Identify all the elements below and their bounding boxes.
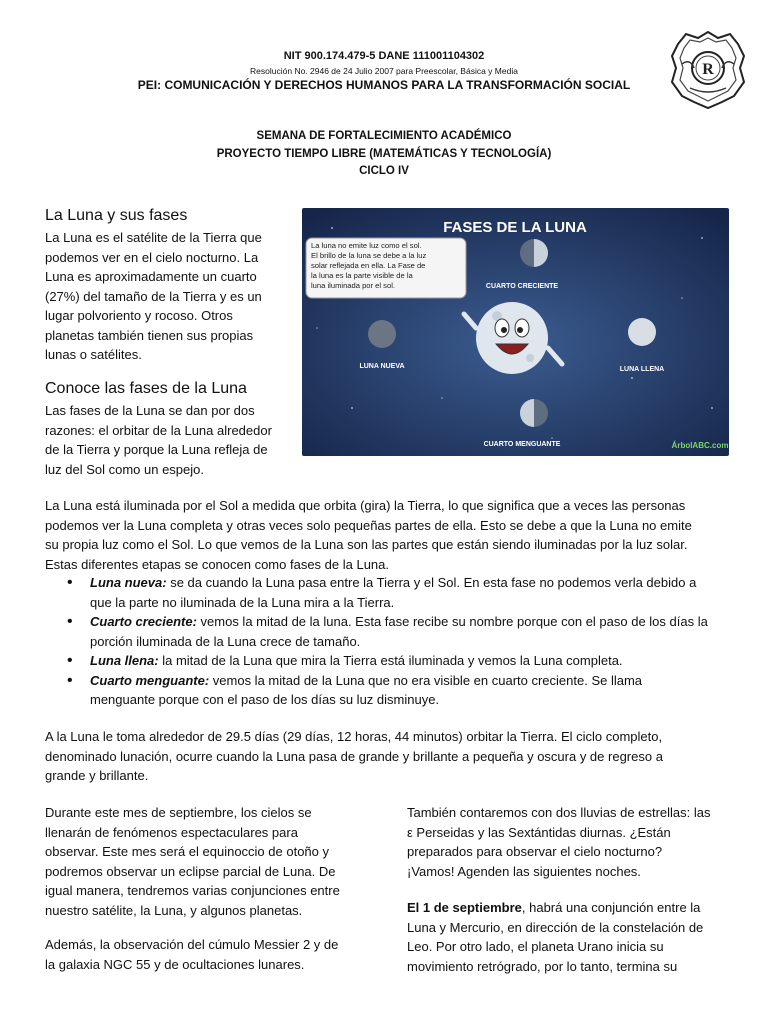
section2-text: Las fases de la Luna se dan por dos razones: el orbitar de la Luna alrededor de la Tierra y porque la Luna refleja de luz del Sol como un espejo. (45, 403, 272, 477)
project-title: PROYECTO TIEMPO LIBRE (MATEMÁTICAS Y TECNOLOGÍA) (216, 148, 552, 160)
pei-line: PEI: COMUNICACIÓN Y DERECHOS HUMANOS PARA LA TRANSFORMACIÓN SOCIAL (137, 78, 631, 92)
section2-title: Conoce las fases de la Luna (45, 380, 247, 397)
week-title: SEMANA DE FORTALECIMIENTO ACADÉMICO (256, 130, 512, 142)
image-title: FASES DE LA LUNA (443, 219, 587, 236)
svg-text:R: R (702, 61, 714, 78)
body-paragraph-2: A la Luna le toma alrededor de 29.5 días (29 días, 12 horas, 44 minutos) orbitar la Tierra. El ciclo completo, denominado lunación, ocurre cuando la Luna pasa de grande y brillante a pequeña y oscura y de regreso a grande y brillante. (45, 729, 663, 783)
section1-text: La Luna es el satélite de la Tierra que podemos ver en el cielo nocturno. La Luna es aproximadamente un cuarto (27%) del tamaño de la Tierra y es un lugar polvoriento y rocoso. Otros planetas también tienen sus propias lunas o satélites. (45, 230, 262, 362)
svg-text:El brillo de la luna se debe a: El brillo de la luna se debe a la luz (311, 251, 427, 260)
luna-nueva-moon-icon (368, 320, 396, 348)
cycle-title: CICLO IV (359, 165, 409, 177)
moon-phases-illustration (302, 208, 729, 456)
cuarto-menguante-moon-icon (520, 399, 548, 427)
resolution-line: Resolución No. 2946 de 24 Julio 2007 para Preescolar, Básica y Media (250, 66, 518, 76)
svg-text:CUARTO CRECIENTE: CUARTO CRECIENTE (485, 283, 559, 290)
svg-text:luna iluminada por el sol.: luna iluminada por el sol. (311, 281, 396, 290)
right-column-paragraph-2: El 1 de septiembre, habrá una conjunción entre la Luna y Mercurio, en dirección de la constelación de Leo. Por otro lado, el planeta Urano inicia su movimiento retrógrado, por lo tanto, termina su (407, 900, 704, 974)
left-column-paragraph-1: Durante este mes de septiembre, los cielos se llenarán de fenómenos espectaculares para observar. Este mes será el equinoccio de otoño y podremos observar un eclipse parcial de Luna. De igual manera, tendremos varias conjunciones entre nuestro satélite, la Luna, y algunos planetas. (45, 805, 340, 918)
svg-text:solar reflejada en ella. La Fa: solar reflejada en ella. La Fase de (311, 261, 426, 270)
school-crest-logo (668, 28, 748, 112)
list-item: • Cuarto creciente: vemos la mitad de la luna. Esta fase recibe su nombre porque con el paso de los días la porción iluminada de la Luna crece de tamaño. (45, 612, 735, 651)
svg-text:La luna no emite luz como el s: La luna no emite luz como el sol. (311, 241, 422, 250)
svg-text:LUNA LLENA: LUNA LLENA (619, 366, 665, 373)
nit-line: NIT 900.174.479-5 DANE 111001104302 (283, 50, 485, 62)
svg-text:CUARTO MENGUANTE: CUARTO MENGUANTE (483, 441, 561, 448)
list-item: • Luna llena: la mitad de la Luna que mira la Tierra está iluminada y vemos la Luna completa. (45, 651, 735, 671)
right-column-paragraph-1: También contaremos con dos lluvias de estrellas: las ε Perseidas y las Sextántidas diurnas. ¿Están preparados para observar el cielo nocturno? ¡Vamos! Agenden las siguientes noches. (407, 805, 711, 879)
cuarto-creciente-moon-icon (520, 239, 548, 267)
list-item: • Luna nueva: se da cuando la Luna pasa entre la Tierra y el Sol. En esta fase no podemos verla debido a que la parte no iluminada de la Luna mira a la Tierra. (45, 573, 735, 612)
date-highlight: El 1 de septiembre (407, 900, 522, 915)
left-column-paragraph-2: Además, la observación del cúmulo Messier 2 y de la galaxia NGC 55 y de ocultaciones lunares. (45, 937, 339, 972)
brand-logo: ÁrbolABC.com (671, 441, 729, 450)
svg-text:la luna es la parte visible de: la luna es la parte visible de la (311, 271, 413, 280)
svg-text:LUNA NUEVA: LUNA NUEVA (359, 363, 405, 370)
list-item: • Cuarto menguante: vemos la mitad de la Luna que no era visible en cuarto creciente. Se llama menguante porque con el paso de los días su luz disminuye. (45, 671, 735, 710)
phases-list (45, 573, 735, 710)
body-paragraph-1: La Luna está iluminada por el Sol a medida que orbita (gira) la Tierra, lo que significa que a veces las personas podemos ver la Luna completa y otras veces solo pequeñas partes de ella. Esto se debe a que la Luna no emite su propia luz como el Sol. Lo que vemos de la Luna son las partes que están siendo iluminadas por la luz solar. Estas diferentes etapas se conocen como fases de la Luna. (45, 498, 692, 572)
luna-llena-moon-icon (628, 318, 656, 346)
section1-title: La Luna y sus fases (45, 207, 188, 224)
